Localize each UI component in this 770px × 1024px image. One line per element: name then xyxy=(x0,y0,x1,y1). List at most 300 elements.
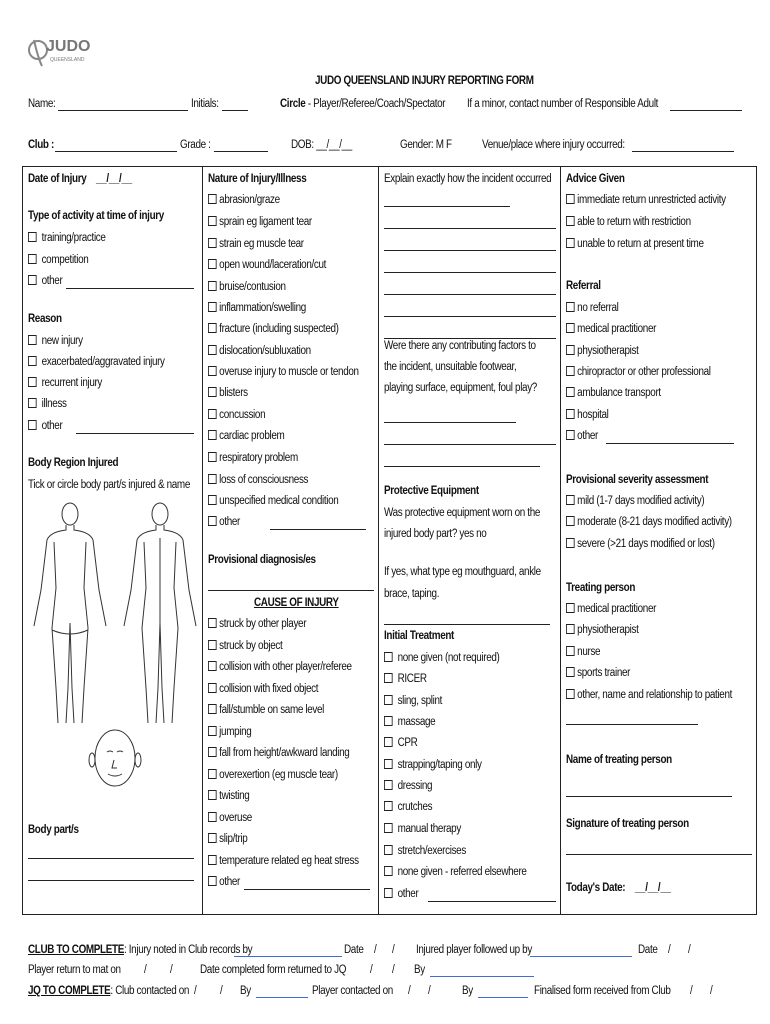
treatment-option-label: strapping/taping only xyxy=(397,759,482,771)
protective-question[interactable]: injured body part? yes no xyxy=(384,528,487,540)
protective-type-field[interactable] xyxy=(384,614,550,625)
circle-row xyxy=(280,98,445,110)
nature-option[interactable] xyxy=(208,302,306,314)
cause-option-label: overuse xyxy=(219,812,252,824)
treating-option[interactable] xyxy=(566,646,600,658)
circle-label: Circle xyxy=(280,98,306,110)
activity-option[interactable] xyxy=(28,275,62,287)
checkbox[interactable] xyxy=(566,603,575,613)
protective-heading: Protective Equipment xyxy=(384,485,479,497)
advice-heading: Advice Given xyxy=(566,173,625,185)
initials-field[interactable] xyxy=(222,100,248,111)
nature-option[interactable] xyxy=(208,516,240,528)
checkbox[interactable] xyxy=(208,194,217,204)
slash: / xyxy=(688,944,691,956)
cause-option[interactable] xyxy=(208,855,359,867)
checkbox[interactable] xyxy=(208,747,217,757)
signature-label: Signature of treating person xyxy=(566,818,689,830)
checkbox[interactable] xyxy=(208,618,217,628)
checkbox[interactable] xyxy=(208,216,217,226)
severity-option[interactable] xyxy=(566,516,732,528)
referral-option-label: physiotherapist xyxy=(577,345,639,357)
dob-label-text: DOB: xyxy=(291,139,314,151)
treatment-option[interactable] xyxy=(384,888,418,900)
checkbox[interactable] xyxy=(28,377,37,387)
nature-option[interactable] xyxy=(208,452,298,464)
cause-option[interactable] xyxy=(208,640,282,652)
explain-line[interactable] xyxy=(384,306,556,317)
referral-option-label: chiropractor or other professional xyxy=(577,366,711,378)
treatment-option-label: manual therapy xyxy=(397,823,461,835)
checkbox[interactable] xyxy=(384,845,393,855)
cause-option[interactable] xyxy=(208,876,240,888)
explain-line[interactable] xyxy=(384,262,556,273)
checkbox[interactable] xyxy=(384,780,393,790)
advice-option[interactable] xyxy=(566,238,704,250)
initials-label: Initials: xyxy=(191,98,219,110)
body-front-figure[interactable] xyxy=(34,503,106,723)
cause-option-label: twisting xyxy=(219,790,250,802)
checkbox[interactable] xyxy=(208,345,217,355)
nature-option-label: cardiac problem xyxy=(219,430,285,442)
nature-other-field[interactable] xyxy=(270,519,366,530)
nature-option-label: concussion xyxy=(219,409,266,421)
checkbox[interactable] xyxy=(208,323,217,333)
cause-option[interactable] xyxy=(208,812,252,824)
body-diagram[interactable] xyxy=(30,498,200,818)
nature-option[interactable] xyxy=(208,495,338,507)
checkbox[interactable] xyxy=(208,683,217,693)
treating-option-label: nurse xyxy=(577,646,601,658)
checkbox[interactable] xyxy=(208,474,217,484)
by-label: By xyxy=(462,985,473,997)
nature-option[interactable] xyxy=(208,430,284,442)
jq-to-complete-label: JQ TO COMPLETE xyxy=(28,985,111,997)
severity-option-label: mild (1-7 days modified activity) xyxy=(577,495,705,507)
body-region-note: Tick or circle body part/s injured & name xyxy=(28,479,190,491)
checkbox[interactable] xyxy=(566,216,575,226)
treating-option-label: physiotherapist xyxy=(577,624,639,636)
slash: / xyxy=(392,964,395,976)
nature-option[interactable] xyxy=(208,474,308,486)
cause-option-label: fall/stumble on same level xyxy=(219,704,325,716)
checkbox[interactable] xyxy=(28,335,37,345)
contributing-line[interactable] xyxy=(384,434,556,445)
nature-option[interactable] xyxy=(208,194,280,206)
nature-option-label: inflammation/swelling xyxy=(219,302,306,314)
reason-other-field[interactable] xyxy=(76,423,194,434)
checkbox[interactable] xyxy=(28,275,37,285)
treatment-other-field[interactable] xyxy=(428,891,556,902)
head-diagram[interactable] xyxy=(89,730,141,786)
cause-heading: CAUSE OF INJURY xyxy=(254,597,339,609)
grade-field[interactable] xyxy=(214,141,268,152)
by-label: By xyxy=(240,985,251,997)
date-of-injury-label xyxy=(28,173,132,185)
referral-option-label: ambulance transport xyxy=(577,387,661,399)
referral-option[interactable] xyxy=(566,323,656,335)
checkbox[interactable] xyxy=(384,801,393,811)
col-divider-1 xyxy=(202,166,203,915)
checkbox[interactable] xyxy=(566,646,575,656)
referral-option[interactable] xyxy=(566,366,711,378)
nature-option-label: strain eg muscle tear xyxy=(219,238,304,250)
signature-field[interactable] xyxy=(566,844,752,855)
cause-option-label: slip/trip xyxy=(219,833,248,845)
explain-line[interactable] xyxy=(384,328,556,339)
treating-person-heading: Treating person xyxy=(566,582,636,594)
reason-option-label: recurrent injury xyxy=(41,377,103,389)
todays-date-label xyxy=(566,882,671,894)
slash: / xyxy=(144,964,147,976)
treating-option[interactable] xyxy=(566,624,639,636)
contributing-question: Were there any contributing factors to xyxy=(384,340,536,352)
date-of-injury-text: Date of Injury xyxy=(28,173,87,185)
checkbox[interactable] xyxy=(208,726,217,736)
table-right-border xyxy=(756,166,757,915)
treatment-option[interactable] xyxy=(384,695,442,707)
contributing-question: the incident, unsuitable footwear, xyxy=(384,361,517,373)
logo-word: JUDO xyxy=(46,38,91,55)
referral-option-label: other xyxy=(577,430,599,442)
checkbox[interactable] xyxy=(566,667,575,677)
treating-option[interactable] xyxy=(566,689,732,701)
referral-other-field[interactable] xyxy=(606,433,734,444)
checkbox[interactable] xyxy=(566,387,575,397)
footer-date-label: Date xyxy=(344,944,364,956)
severity-option[interactable] xyxy=(566,495,704,507)
referral-option-label: hospital xyxy=(577,409,609,421)
checkbox[interactable] xyxy=(28,232,37,242)
slash: / xyxy=(392,944,395,956)
referral-option[interactable] xyxy=(566,387,661,399)
checkbox[interactable] xyxy=(208,387,217,397)
date-of-injury-field[interactable]: __/__/__ xyxy=(96,173,132,185)
reason-option-label: exacerbated/aggravated injury xyxy=(41,356,165,368)
nature-option-label: bruise/contusion xyxy=(219,281,286,293)
treatment-option[interactable] xyxy=(384,823,461,835)
diagnosis-field[interactable] xyxy=(208,580,374,591)
table-left-border xyxy=(22,166,23,915)
severity-option[interactable] xyxy=(566,538,715,550)
checkbox[interactable] xyxy=(208,769,217,779)
col-divider-3 xyxy=(560,166,561,915)
reason-option-label: other xyxy=(41,420,63,432)
checkbox[interactable] xyxy=(208,495,217,505)
treatment-option[interactable] xyxy=(384,780,432,792)
treating-option[interactable] xyxy=(566,667,630,679)
explain-heading: Explain exactly how the incident occurred xyxy=(384,173,552,185)
checkbox[interactable] xyxy=(566,238,575,248)
checkbox[interactable] xyxy=(208,855,217,865)
cause-option-label: collision with other player/referee xyxy=(219,661,352,673)
treating-option-label: medical practitioner xyxy=(577,603,657,615)
referral-option-label: no referral xyxy=(577,302,619,314)
checkbox[interactable] xyxy=(208,661,217,671)
club-field[interactable] xyxy=(55,141,177,152)
reason-option[interactable] xyxy=(28,377,102,389)
finalised-form-label: Finalised form received from Club xyxy=(534,985,671,997)
cause-option-label: struck by other player xyxy=(219,618,307,630)
checkbox[interactable] xyxy=(28,356,37,366)
activity-other-field[interactable] xyxy=(66,278,194,289)
checkbox[interactable] xyxy=(566,495,575,505)
player-contacted-by-field[interactable] xyxy=(478,987,528,998)
nature-option-label: dislocation/subluxation xyxy=(219,345,311,357)
checkbox[interactable] xyxy=(208,833,217,843)
nature-option-label: sprain eg ligament tear xyxy=(219,216,312,228)
cause-option-label: temperature related eg heat stress xyxy=(219,855,359,867)
referral-option[interactable] xyxy=(566,430,598,442)
nature-option-label: unspecified medical condition xyxy=(219,495,339,507)
reason-option[interactable] xyxy=(28,420,62,432)
checkbox[interactable] xyxy=(384,673,393,683)
nature-option[interactable] xyxy=(208,259,326,271)
name-field[interactable] xyxy=(58,100,188,111)
cause-option[interactable] xyxy=(208,661,352,673)
treating-option-label: sports trainer xyxy=(577,667,631,679)
explain-line[interactable] xyxy=(384,218,556,229)
nature-option[interactable] xyxy=(208,281,286,293)
checkbox[interactable] xyxy=(28,398,37,408)
club-noted-by-field[interactable] xyxy=(234,946,342,957)
treatment-option[interactable] xyxy=(384,652,499,664)
checkbox[interactable] xyxy=(384,888,393,898)
slash: / xyxy=(710,985,713,997)
footer-row-1 xyxy=(28,944,252,956)
severity-option-label: moderate (8-21 days modified activity) xyxy=(577,516,732,528)
todays-date-field[interactable]: __/__/__ xyxy=(634,882,671,894)
footer-row-3 xyxy=(28,985,189,997)
checkbox[interactable] xyxy=(566,323,575,333)
gender-label[interactable]: Gender: M F xyxy=(400,139,452,151)
diagnosis-heading: Provisional diagnosis/es xyxy=(208,554,316,566)
nature-option-label: fracture (including suspected) xyxy=(219,323,339,335)
reason-option-label: illness xyxy=(41,398,67,410)
checkbox[interactable] xyxy=(566,430,575,440)
checkbox[interactable] xyxy=(208,812,217,822)
nature-option-label: blisters xyxy=(219,387,248,399)
checkbox[interactable] xyxy=(208,704,217,714)
cause-option[interactable] xyxy=(208,683,318,695)
nature-option[interactable] xyxy=(208,366,359,378)
referral-option-label: medical practitioner xyxy=(577,323,657,335)
activity-option[interactable] xyxy=(28,254,88,266)
table-top-border xyxy=(22,166,756,167)
checkbox[interactable] xyxy=(384,695,393,705)
venue-field[interactable] xyxy=(632,141,734,152)
cause-option[interactable] xyxy=(208,726,251,738)
cause-option[interactable] xyxy=(208,704,324,716)
slash: / xyxy=(428,985,431,997)
checkbox[interactable] xyxy=(28,254,37,264)
checkbox[interactable] xyxy=(384,823,393,833)
club-to-complete-label: CLUB TO COMPLETE xyxy=(28,944,124,956)
slash: / xyxy=(194,985,197,997)
name-label: Name: xyxy=(28,98,56,110)
checkbox[interactable] xyxy=(208,281,217,291)
nature-option[interactable] xyxy=(208,387,248,399)
return-to-mat-label: Player return to mat on xyxy=(28,964,121,976)
nature-option-label: other xyxy=(219,516,241,528)
advice-option[interactable] xyxy=(566,194,726,206)
grade-label: Grade : xyxy=(180,139,211,151)
cause-option-label: fall from height/awkward landing xyxy=(219,747,350,759)
cause-option[interactable] xyxy=(208,747,349,759)
advice-option-label: unable to return at present time xyxy=(577,238,704,250)
severity-option-label: severe (>21 days modified or lost) xyxy=(577,538,715,550)
treating-option[interactable] xyxy=(566,603,656,615)
treatment-option-label: sling, splint xyxy=(397,695,443,707)
body-part-label: Body part/s xyxy=(28,824,79,836)
explain-line[interactable] xyxy=(384,240,556,251)
contributing-line[interactable] xyxy=(384,456,540,467)
nature-option[interactable] xyxy=(208,238,304,250)
treatment-option[interactable] xyxy=(384,673,427,685)
slash: / xyxy=(374,944,377,956)
checkbox[interactable] xyxy=(566,366,575,376)
checkbox[interactable] xyxy=(208,366,217,376)
body-part-field-2[interactable] xyxy=(28,870,194,881)
slash: / xyxy=(408,985,411,997)
club-label: Club : xyxy=(28,139,54,151)
treatment-option[interactable] xyxy=(384,759,482,771)
body-part-field-1[interactable] xyxy=(28,848,194,859)
reason-option-label: new injury xyxy=(41,335,83,347)
checkbox[interactable] xyxy=(208,516,217,526)
checkbox[interactable] xyxy=(208,259,217,269)
checkbox[interactable] xyxy=(208,238,217,248)
protective-type-question: If yes, what type eg mouthguard, ankle xyxy=(384,566,541,578)
followed-up-field[interactable] xyxy=(530,946,632,957)
reason-option[interactable] xyxy=(28,356,165,368)
cause-option[interactable] xyxy=(208,790,249,802)
nature-option-label: overuse injury to muscle or tendon xyxy=(219,366,359,378)
advice-option-label: immediate return unrestricted activity xyxy=(577,194,726,206)
minor-contact-label: If a minor, contact number of Responsible Adult xyxy=(467,98,659,110)
checkbox[interactable] xyxy=(566,516,575,526)
activity-heading: Type of activity at time of injury xyxy=(28,210,164,222)
cause-option[interactable] xyxy=(208,833,247,845)
severity-heading: Provisional severity assessment xyxy=(566,474,709,486)
jq-complete-text: : Club contacted on xyxy=(110,985,190,997)
dob-field[interactable]: __/__/__ xyxy=(316,139,352,151)
reason-option[interactable] xyxy=(28,335,83,347)
checkbox[interactable] xyxy=(208,452,217,462)
club-complete-text: : Injury noted in Club records by xyxy=(123,944,253,956)
cause-option-label: overexertion (eg muscle tear) xyxy=(219,769,338,781)
referral-option[interactable] xyxy=(566,409,609,421)
activity-option-label: training/practice xyxy=(41,232,106,244)
treatment-option[interactable] xyxy=(384,737,417,749)
judo-queensland-logo xyxy=(28,30,91,80)
checkbox[interactable] xyxy=(566,194,575,204)
checkbox[interactable] xyxy=(566,624,575,634)
checkbox[interactable] xyxy=(384,716,393,726)
checkbox[interactable] xyxy=(566,689,575,699)
nature-option[interactable] xyxy=(208,216,312,228)
treatment-option[interactable] xyxy=(384,801,432,813)
treatment-option[interactable] xyxy=(384,716,435,728)
treatment-option-label: crutches xyxy=(397,801,433,813)
cause-option[interactable] xyxy=(208,769,338,781)
body-back-figure[interactable] xyxy=(124,503,196,723)
dob-label xyxy=(291,139,352,151)
nature-option[interactable] xyxy=(208,323,339,335)
checkbox[interactable] xyxy=(566,409,575,419)
checkbox[interactable] xyxy=(384,737,393,747)
slash: / xyxy=(220,985,223,997)
checkbox[interactable] xyxy=(28,420,37,430)
treating-other-field[interactable] xyxy=(566,714,698,725)
checkbox[interactable] xyxy=(384,759,393,769)
checkbox[interactable] xyxy=(208,430,217,440)
slash: / xyxy=(690,985,693,997)
treatment-option[interactable] xyxy=(384,866,527,878)
nature-heading: Nature of Injury/Illness xyxy=(208,173,307,185)
treating-name-field[interactable] xyxy=(566,786,732,797)
referral-option[interactable] xyxy=(566,302,618,314)
followed-up-label: Injured player followed up by xyxy=(416,944,532,956)
completed-returned-label: Date completed form returned to JQ xyxy=(200,964,347,976)
checkbox[interactable] xyxy=(566,345,575,355)
explain-line[interactable] xyxy=(384,284,556,295)
contributing-line[interactable] xyxy=(384,412,516,423)
nature-option-label: loss of consciousness xyxy=(219,474,309,486)
treating-option-label: other, name and relationship to patient xyxy=(577,689,733,701)
table-bottom-border xyxy=(22,914,756,915)
checkbox[interactable] xyxy=(208,409,217,419)
referral-option[interactable] xyxy=(566,345,639,357)
treatment-option[interactable] xyxy=(384,845,466,857)
club-contacted-by-field[interactable] xyxy=(256,987,308,998)
checkbox[interactable] xyxy=(566,538,575,548)
checkbox[interactable] xyxy=(208,640,217,650)
cause-option-label: jumping xyxy=(219,726,252,738)
nature-option-label: open wound/laceration/cut xyxy=(219,259,327,271)
treatment-option-label: RICER xyxy=(397,673,427,685)
cause-other-field[interactable] xyxy=(244,879,370,890)
form-title: JUDO QUEENSLAND INJURY REPORTING FORM xyxy=(315,75,534,87)
footer-date-label: Date xyxy=(638,944,658,956)
reason-heading: Reason xyxy=(28,313,62,325)
checkbox[interactable] xyxy=(208,302,217,312)
by-label: By xyxy=(414,964,425,976)
checkbox[interactable] xyxy=(384,866,393,876)
activity-option[interactable] xyxy=(28,232,106,244)
minor-contact-field[interactable] xyxy=(670,100,742,111)
checkbox[interactable] xyxy=(208,876,217,886)
checkbox[interactable] xyxy=(208,790,217,800)
circle-options[interactable]: - Player/Referee/Coach/Spectator xyxy=(305,98,446,110)
treatment-option-label: other xyxy=(397,888,419,900)
returned-by-field[interactable] xyxy=(430,966,534,977)
venue-label: Venue/place where injury occurred: xyxy=(482,139,625,151)
checkbox[interactable] xyxy=(566,302,575,312)
advice-option-label: able to return with restriction xyxy=(577,216,691,228)
activity-option-label: other xyxy=(41,275,63,287)
advice-option[interactable] xyxy=(566,216,691,228)
nature-option[interactable] xyxy=(208,345,311,357)
nature-option[interactable] xyxy=(208,409,265,421)
cause-option[interactable] xyxy=(208,618,306,630)
col-divider-2 xyxy=(378,166,379,915)
checkbox[interactable] xyxy=(384,652,393,662)
treatment-option-label: stretch/exercises xyxy=(397,845,466,857)
nature-option-label: respiratory problem xyxy=(219,452,298,464)
reason-option[interactable] xyxy=(28,398,67,410)
explain-line[interactable] xyxy=(384,196,510,207)
